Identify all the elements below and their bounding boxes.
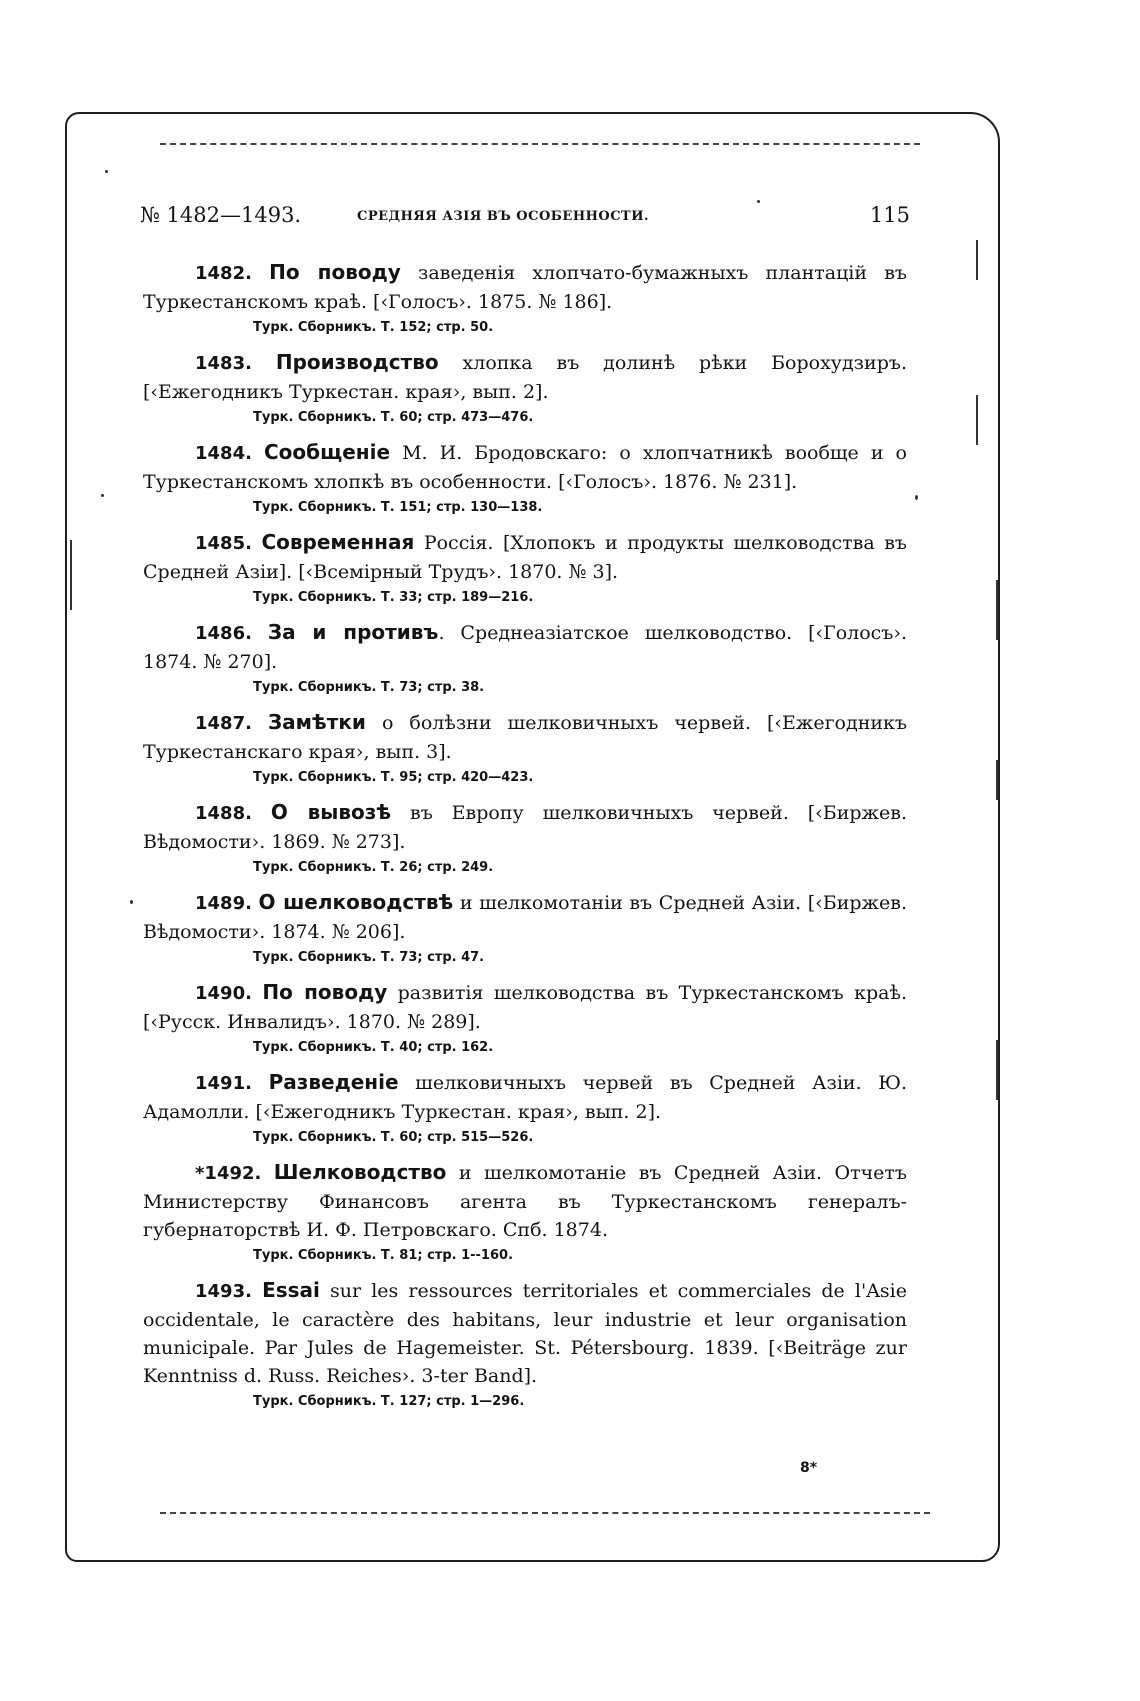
entry-description: и шелкомотаніи въ Средней Азіи. [‹Биржев. Вѣдомости›. 1874. № 206]. [143,892,908,943]
entry-number: 1493. [195,1281,252,1302]
margin-mark [70,540,72,610]
entry-keyword: О вывозѣ [270,800,392,824]
entry-number: 1490. [195,983,252,1004]
entry-keyword: Essai [262,1278,320,1302]
section-title: СРЕДНЯЯ АЗІЯ ВЪ ОСОБЕННОСТИ. [357,209,650,224]
dust-speck [915,495,918,500]
entry-number: 1489. [195,893,252,914]
entry-reference: Турк. Сборникъ. Т. 60; стр. 515—526. [253,1130,534,1145]
entry-number: 1491. [195,1073,252,1094]
dust-speck [105,170,108,173]
entry-text [143,1068,907,1126]
entry-description: . Среднеазіатское шелководство. [‹Голосъ›. 1874. № 270]. [143,622,908,673]
entry-reference: Турк. Сборникъ. Т. 151; стр. 130—138. [253,500,543,515]
entry-text [143,348,907,406]
bibliography-entry [143,978,907,1058]
margin-mark [996,760,998,800]
bibliography-entry [143,438,907,518]
page-number: 115 [869,203,910,227]
entry-reference: Турк. Сборникъ. Т. 152; стр. 50. [253,320,494,335]
entry-reference: Турк. Сборникъ. Т. 40; стр. 162. [253,1040,494,1055]
margin-mark [976,240,978,280]
entry-keyword: Шелководство [273,1160,447,1184]
bibliography-entry [143,1068,907,1148]
entry-text [143,258,907,316]
entry-text [143,1276,907,1390]
entry-number: 1484. [195,443,252,464]
entry-number: 1482. [195,263,252,284]
entry-reference: Турк. Сборникъ. Т. 73; стр. 38. [253,680,485,695]
entry-number: 1486. [195,623,252,644]
bibliography-entry [143,888,907,968]
entry-description: М. И. Бродовскаго: о хлопчатникѣ вообще и о Туркестанскомъ хлопкѣ въ особенности. [‹Голосъ›. 1876. № 231]. [143,442,907,493]
entry-description: Россія. [Хлопокъ и продукты шелководства въ Средней Азіи]. [‹Всемірный Трудъ›. 1870. № 3]. [143,532,907,583]
bibliography-entry [143,1276,907,1412]
entry-number: 1487. [195,713,252,734]
entry-reference: Турк. Сборникъ. Т. 60; стр. 473—476. [253,410,534,425]
entry-text [143,888,907,946]
margin-mark [976,395,978,445]
entry-description: шелковичныхъ червей въ Средней Азіи. Ю. Адамолли. [‹Ежегодникъ Туркестан. края›, вып. 2]. [143,1072,907,1123]
entry-text [143,528,907,586]
entry-reference: Турк. Сборникъ. Т. 73; стр. 47. [253,950,485,965]
entry-keyword: По поводу [262,980,388,1004]
entry-text [143,438,907,496]
entry-keyword: Разведеніе [268,1070,399,1094]
bibliography-entry [143,1158,907,1266]
entry-keyword: За и противъ [267,620,439,644]
entry-text [143,708,907,766]
entry-text [143,1158,907,1244]
bibliography-entry [143,528,907,608]
entry-keyword: Современная [261,530,415,554]
entry-range: № 1482—1493. [140,203,302,227]
margin-mark [996,580,998,640]
entry-keyword: Сообщеніе [264,440,391,464]
entry-description: о болѣзни шелковичныхъ червей. [‹Ежегодникъ Туркестанскаго края›, вып. 3]. [143,712,907,763]
bibliography-entry [143,798,907,878]
entry-reference: Турк. Сборникъ. Т. 26; стр. 249. [253,860,494,875]
entry-description: въ Европу шелковичныхъ червей. [‹Биржев. Вѣдомости›. 1869. № 273]. [143,802,908,853]
bibliography-list [143,258,907,1422]
dust-speck [101,494,104,497]
bibliography-entry [143,348,907,428]
top-dashed-rule [160,143,920,145]
printer-signature-mark: 8* [800,1460,818,1476]
entry-description: развитія шелководства въ Туркестанскомъ краѣ. [‹Русск. Инвалидъ›. 1870. № 289]. [143,982,907,1033]
entry-keyword: Замѣтки [267,710,366,734]
entry-keyword: По поводу [269,260,401,284]
entry-description: хлопка въ долинѣ рѣки Борохудзиръ. [‹Ежегодникъ Туркестан. края›, вып. 2]. [143,352,907,403]
entry-text [143,798,907,856]
entry-text [143,618,907,676]
entry-number: 1488. [195,803,252,824]
entry-description: и шелкомотаніе въ Средней Азіи. Отчетъ Министерству Финансовъ агента въ Туркестанскомъ генералъ-губернаторствѣ И. Ф. Петровскаго. Спб. 1874. [143,1162,907,1241]
running-header [140,203,910,237]
entry-description: sur les ressources territoriales et commerciales de l'Asie occidentale, le caractère des habitans, leur industrie et leur organisation municipale. Par Jules de Hagemeister. St. Pétersbourg. 1839. [‹Beiträge zur Kenntniss d. Russ. Reiches›. 3-ter Band]. [143,1280,907,1387]
entry-number: 1485. [195,533,252,554]
dust-speck [130,900,133,904]
bibliography-entry [143,708,907,788]
entry-keyword: Производство [275,350,439,374]
entry-keyword: О шелководствѣ [258,890,454,914]
entry-reference: Турк. Сборникъ. Т. 127; стр. 1—296. [253,1394,525,1409]
entry-number: *1492. [195,1163,262,1184]
entry-reference: Турк. Сборникъ. Т. 81; стр. 1--160. [253,1248,514,1263]
margin-mark [996,1040,998,1100]
entry-description: заведенія хлопчато-бумажныхъ плантацій въ Туркестанскомъ краѣ. [‹Голосъ›. 1875. № 186]. [143,262,907,313]
entry-reference: Турк. Сборникъ. Т. 33; стр. 189—216. [253,590,534,605]
entry-text [143,978,907,1036]
bibliography-entry [143,618,907,698]
entry-number: 1483. [195,353,252,374]
bibliography-entry [143,258,907,338]
entry-reference: Турк. Сборникъ. Т. 95; стр. 420—423. [253,770,534,785]
bottom-dashed-rule [160,1512,930,1514]
